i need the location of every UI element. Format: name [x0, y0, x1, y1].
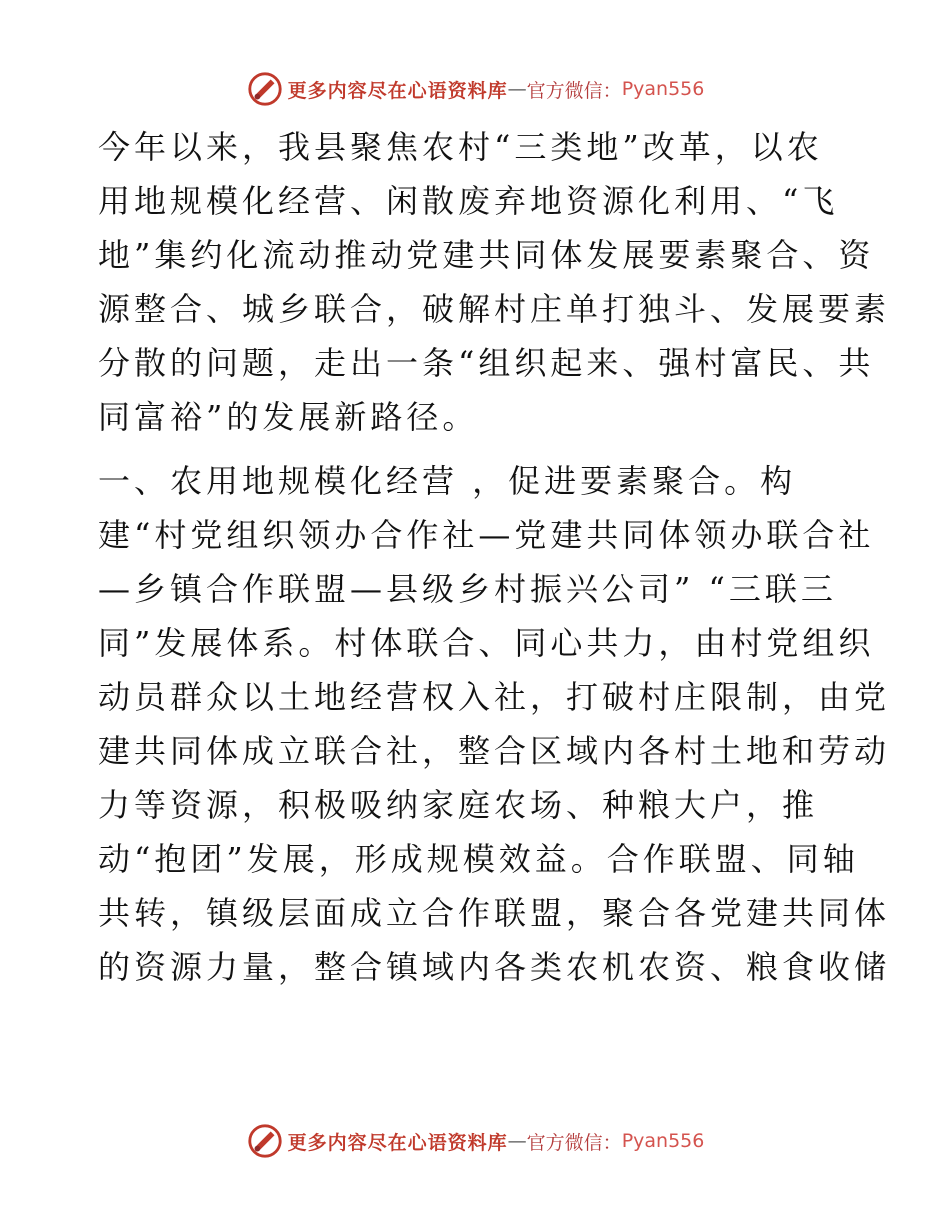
text-line: 地”集约化流动推动党建共同体发展要素聚合、资: [98, 236, 875, 274]
banner-lead-text: 更多内容尽在心语资料库: [287, 79, 508, 102]
header-banner: [0, 70, 950, 108]
text-line: 建“村党组织领办合作社—党建共同体领办联合社: [98, 516, 875, 554]
text-line: 源整合、城乡联合，破解村庄单打独斗、发展要素: [98, 290, 891, 328]
brand-logo-icon: [246, 1122, 284, 1160]
text-line: 建共同体成立联合社，整合区域内各村土地和劳动: [98, 732, 891, 770]
banner-lead-text: 更多内容尽在心语资料库: [287, 1131, 508, 1154]
text-line: 力等资源，积极吸纳家庭农场、种粮大户，推: [98, 786, 819, 824]
text-line: 动“抱团”发展，形成规模效益。合作联盟、同轴: [98, 840, 859, 878]
text-line: 今年以来，我县聚焦农村“三类地”改革，以农: [98, 128, 823, 166]
brand-logo-icon: [246, 70, 284, 108]
text-line: 分散的问题，走出一条“组织起来、强村富民、共: [98, 344, 875, 382]
banner-wechat-handle: Pyan556: [621, 78, 705, 100]
text-line: 同富裕”的发展新路径。: [98, 398, 479, 436]
banner-separator: —: [507, 78, 527, 100]
text-line: 一、农用地规模化经营 ，促进要素聚合。构: [98, 462, 797, 500]
text-line: 共转，镇级层面成立合作联盟，聚合各党建共同体: [98, 894, 891, 932]
text-line: 动员群众以土地经营权入社，打破村庄限制，由党: [98, 678, 891, 716]
document-body: [98, 120, 891, 994]
text-line: 用地规模化经营、闲散废弃地资源化利用、“飞: [98, 182, 839, 220]
text-line: 的资源力量，整合镇域内各类农机农资、粮食收储: [98, 948, 891, 986]
banner-separator: —: [507, 1130, 527, 1152]
banner-wechat-handle: Pyan556: [621, 1130, 705, 1152]
banner-wechat-label: 官方微信：: [526, 1131, 622, 1154]
paragraph-section-one: [98, 454, 891, 994]
footer-banner: [0, 1122, 950, 1160]
paragraph-intro: [98, 120, 891, 444]
text-line: 同”发展体系。村体联合、同心共力，由村党组织: [98, 624, 875, 662]
text-line: —乡镇合作联盟—县级乡村振兴公司” “三联三: [98, 570, 837, 608]
banner-wechat-label: 官方微信：: [526, 79, 622, 102]
